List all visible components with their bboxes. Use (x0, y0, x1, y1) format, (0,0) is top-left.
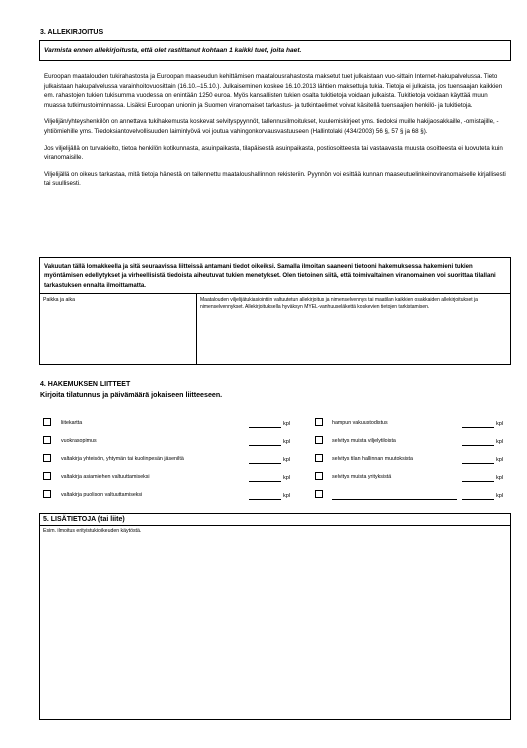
attachment-row (43, 454, 295, 466)
attachment-checkbox[interactable] (43, 436, 51, 444)
attachment-checkbox[interactable] (315, 454, 323, 462)
paragraph-notification-duty: Viljelijän/yhteyshenkilön on annettava tukihakemusta koskevat selvityspyynnöt, tallennusilmoitukset, kuulemiskirjeet yms. tiedoksi muille hakijaosakkaille, -omistajille, -yhtiömiehille yms. Tiedoksiantovelvollisuuden laiminlyövä voi joutua vahingonkorvausvastuuseen (Hallintolaki (434/2003) 56 §, 57 § ja 68 §). (44, 118, 499, 135)
attachment-row (315, 454, 510, 466)
quantity-field[interactable] (462, 463, 494, 464)
quantity-field[interactable] (462, 427, 494, 428)
quantity-field[interactable] (462, 499, 494, 500)
signature-field[interactable] (197, 293, 510, 364)
attachment-row (43, 490, 295, 502)
signature-notice-box (39, 40, 511, 61)
quantity-field[interactable] (462, 481, 494, 482)
attachment-label: vuokrasopimus (61, 438, 97, 444)
unit-label: kpl (496, 439, 504, 445)
attachment-checkbox[interactable] (315, 418, 323, 426)
section-4-title: 4. HAKEMUKSEN LIITTEET (40, 381, 131, 388)
quantity-field[interactable] (249, 499, 281, 500)
quantity-field[interactable] (249, 427, 281, 428)
attachment-row (43, 418, 295, 430)
attachment-label: hampun vakuustodistus (332, 420, 388, 426)
attachment-label: valtakirja asiamiehen valtuuttamiseksi (61, 474, 150, 480)
attachment-label: valtakirja puolison valtuuttamiseksi (61, 492, 143, 498)
additional-info-hint: Esim. ilmoitus erityistukioikeuden käytöstä. (43, 528, 142, 534)
attachment-checkbox[interactable] (43, 490, 51, 498)
quantity-field[interactable] (462, 445, 494, 446)
additional-info-box[interactable] (39, 513, 511, 720)
unit-label: kpl (496, 475, 504, 481)
paragraph-right-of-access: Viljelijällä on oikeus tarkastaa, mitä tietoja hänestä on tallennettu maataloushallinnon rekisteriin. Pyynnön voi esittää kunnan maaseutuelinkeinoviranomaiselle kirjallisesti tai suullisesti. (44, 170, 506, 188)
unit-label: kpl (283, 439, 291, 445)
unit-label: kpl (496, 421, 504, 427)
attachment-label: selvitys muista viljelytiloista (332, 438, 396, 444)
unit-label: kpl (496, 493, 504, 499)
other-attachment-name-field[interactable] (332, 499, 457, 500)
attachment-row (315, 436, 510, 448)
additional-info-divider (40, 525, 510, 526)
attachment-checkbox[interactable] (315, 472, 323, 480)
attachment-checkbox[interactable] (43, 472, 51, 480)
attachment-label: selvitys tilan hallinnan muutoksista (332, 456, 413, 462)
attachment-label: valtakirja yhteisön, yhtymän tai kuolinpesän jäseniltä (61, 456, 184, 462)
attachments-instruction: Kirjoita tilatunnus ja päivämäärä jokaiseen liitteeseen. (40, 391, 223, 399)
quantity-field[interactable] (249, 445, 281, 446)
privacy-paragraphs (44, 72, 510, 189)
attachment-row (315, 472, 510, 484)
unit-label: kpl (283, 421, 291, 427)
place-date-field[interactable] (40, 293, 197, 364)
declaration-box (39, 257, 511, 365)
paragraph-non-disclosure: Jos viljelijällä on turvakielto, tietoa henkilön kotikunnasta, asuinpaikasta, tilapäisestä asuinpaikasta, postiosoitteesta tai vastaavasta muusta osoitteesta ei luovuteta kuin viranomaisille. (44, 144, 503, 162)
attachment-checkbox[interactable] (315, 490, 323, 498)
signature-notice: Varmista ennen allekirjoitusta, että olet rastittanut kohtaan 1 kaikki tuet, joita haet. (44, 47, 302, 54)
unit-label: kpl (496, 457, 504, 463)
signature-label: Maatalouden viljelijätukiasiointiin valtuutetun allekirjoitus ja nimenselvennys tai maatilan kaikkien osakkaiden allekirjoitukset ja nimenselvennykset. Allekirjoituksella hyväksyn MYEL-vanhuuseläkettä koskevien tietojen tarkistamisen. (200, 297, 478, 311)
paragraph-publication: Euroopan maatalouden tukirahastosta ja Euroopan maaseudun kehittämisen maatalousrahastosta maksetut tuet julkaistaan vuo-sittain Internet-hakupalvelussa. Tieto julkaistaan hakupalvelussa varainhoitovuosittain (16.10.–15.10.). Julkaiseminen koskee 16.10.2013 lähtien maksettuja tukia. Tietoja ei julkaista, jos tuensaajan kaikkien em. rahastojen tukien tukisumma vuodessa on enintään 1250 euroa. Myös kansallisten tukien osalta tukitietoja voidaan julkaista. Tukitietoja voidaan käyttää muun muassa tutkimustoiminnassa. Lisäksi Euroopan unionin ja Suomen viranomaiset tarkastus- ja tutkintaelimet voivat käsitellä tuensaajien henkilö- ja tukitietoja. (44, 73, 503, 109)
attachment-row (315, 418, 510, 430)
quantity-field[interactable] (249, 481, 281, 482)
attachment-row-other (315, 490, 510, 502)
unit-label: kpl (283, 475, 291, 481)
attachment-label: liitekartta (61, 420, 83, 426)
attachment-row (43, 472, 295, 484)
section-3-title: 3. ALLEKIRJOITUS (40, 29, 104, 36)
attachment-label: selvitys muista yrityksistä (332, 474, 392, 480)
place-date-label: Paikka ja aika (43, 297, 76, 303)
unit-label: kpl (283, 493, 291, 499)
attachment-checkbox[interactable] (315, 436, 323, 444)
unit-label: kpl (283, 457, 291, 463)
declaration-text: Vakuutan tällä lomakkeella ja sitä seuraavissa liitteissä antamani tiedot oikeiksi. Samalla ilmoitan saaneeni tietooni hakemuksessa hakemieni tukien myöntämisen edellytykset ja virheellisistä tiedoista aiheutuvat tukien menetykset. Olen tietoinen siitä, että toimivaltainen viranomainen voi suorittaa tilallani tarkastuksen ennalta ilmoittamatta. (44, 263, 496, 289)
attachment-checkbox[interactable] (43, 418, 51, 426)
quantity-field[interactable] (249, 463, 281, 464)
attachment-row (43, 436, 295, 448)
section-5-title: 5. LISÄTIETOJA (tai liite) (43, 516, 125, 523)
attachment-checkbox[interactable] (43, 454, 51, 462)
